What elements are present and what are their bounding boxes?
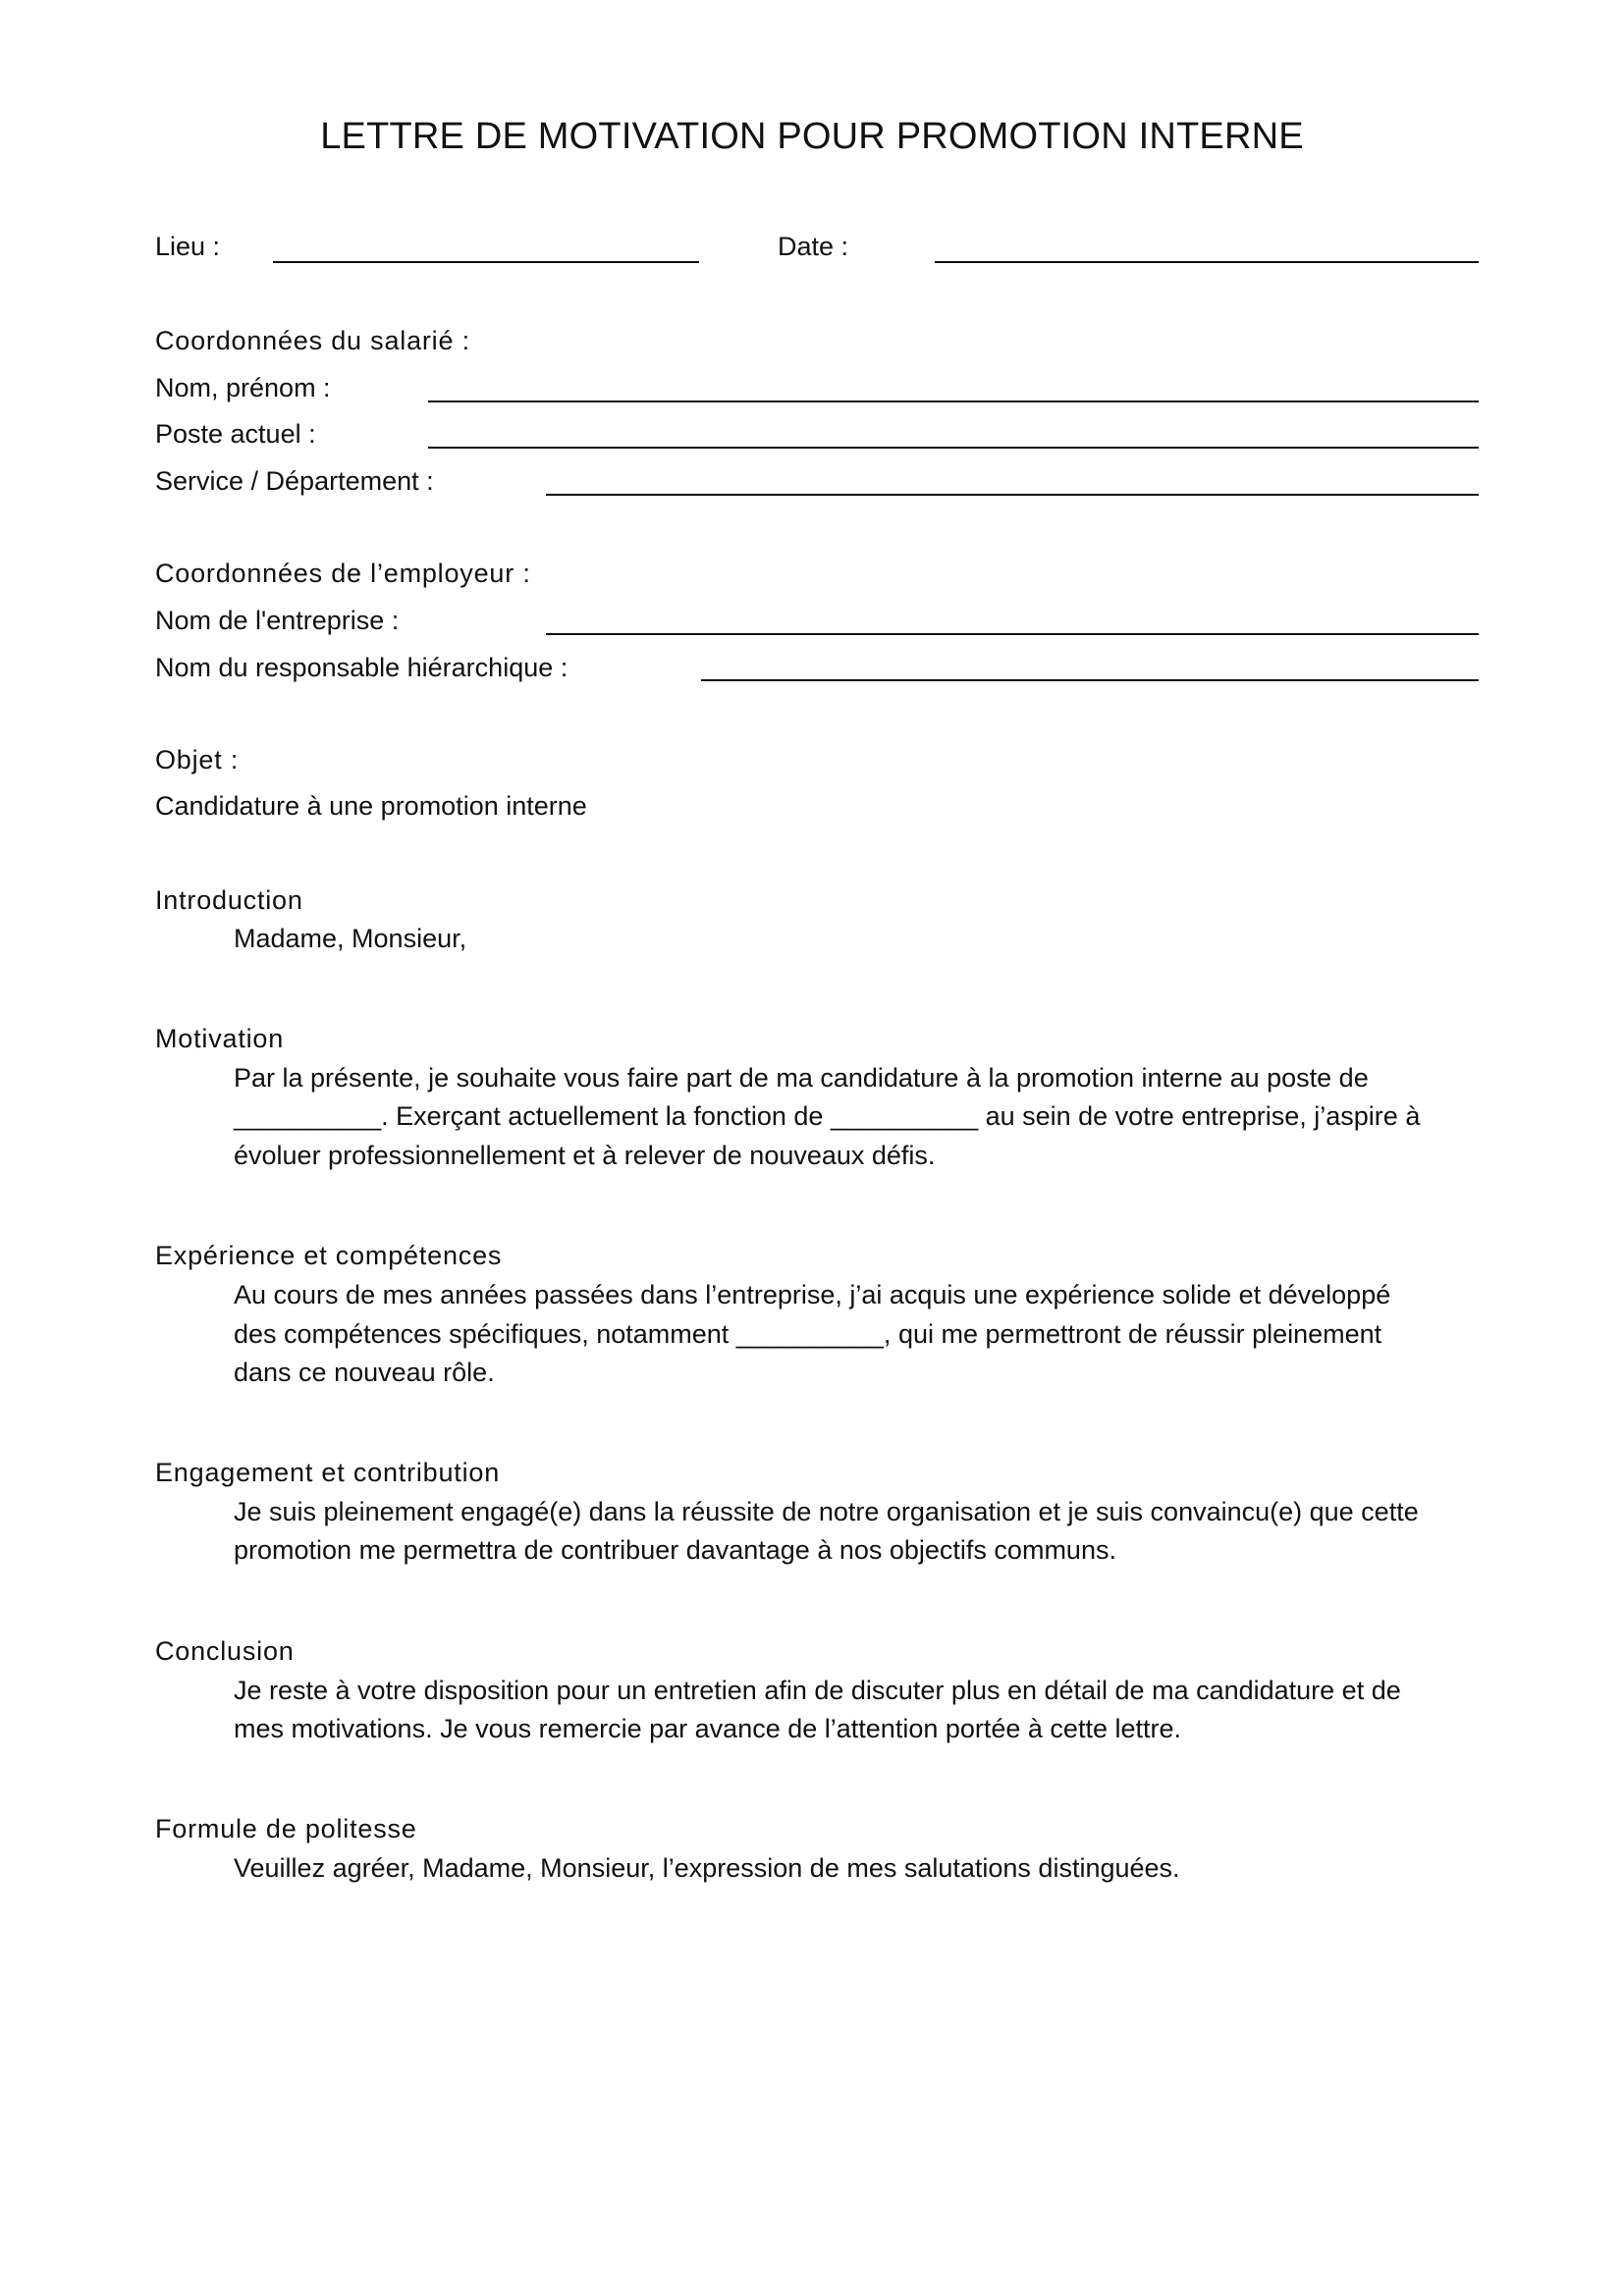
experience-heading: Expérience et compétences [155,1241,503,1270]
motivation-heading: Motivation [155,1024,285,1053]
engagement-line-1: Je suis pleinement engagé(e) dans la réussite de notre organisation et je suis convaincu(e) que cette [234,1497,1419,1526]
lieu-label: Lieu : [155,232,221,261]
engagement-line-2: promotion me permettra de contribuer davantage à nos objectifs communs. [234,1535,1116,1565]
employer-heading: Coordonnées de l’employeur : [155,559,531,588]
employee-heading: Coordonnées du salarié : [155,326,470,355]
employee-position-label: Poste actuel : [155,419,316,449]
employee-department-label: Service / Département : [155,466,434,496]
manager-name-label: Nom du responsable hiérarchique : [155,653,568,682]
motivation-line-2: __________. Exerçant actuellement la fonction de __________ au sein de votre entreprise, j’aspire à [234,1101,1421,1131]
company-name-line[interactable] [546,633,1479,635]
conclusion-line-2: mes motivations. Je vous remercie par avance de l’attention portée à cette lettre. [234,1714,1181,1743]
experience-line-3: dans ce nouveau rôle. [234,1358,495,1387]
motivation-line-1: Par la présente, je souhaite vous faire part de ma candidature à la promotion interne au poste de [234,1063,1369,1093]
objet-text: Candidature à une promotion interne [155,791,587,821]
conclusion-line-1: Je reste à votre disposition pour un entretien afin de discuter plus en détail de ma candidature et de [234,1676,1401,1705]
objet-heading: Objet : [155,745,240,774]
employee-department-line[interactable] [546,494,1479,496]
company-name-label: Nom de l'entreprise : [155,606,400,635]
date-input-line[interactable] [935,261,1479,263]
experience-line-2: des compétences spécifiques, notamment __________, qui me permettront de réussir pleinement [234,1319,1382,1349]
conclusion-heading: Conclusion [155,1636,295,1666]
introduction-text: Madame, Monsieur, [234,924,467,953]
employee-position-line[interactable] [428,447,1479,449]
lieu-input-line[interactable] [273,261,699,263]
date-label: Date : [778,232,849,261]
engagement-heading: Engagement et contribution [155,1458,501,1487]
employee-name-line[interactable] [428,400,1479,402]
motivation-line-3: évoluer professionnellement et à relever de nouveaux défis. [234,1141,936,1170]
experience-line-1: Au cours de mes années passées dans l’entreprise, j’ai acquis une expérience solide et développé [234,1280,1391,1309]
politesse-heading: Formule de politesse [155,1814,417,1843]
employee-name-label: Nom, prénom : [155,373,331,402]
page-title: LETTRE DE MOTIVATION POUR PROMOTION INTERNE [320,116,1304,157]
politesse-text: Veuillez agréer, Madame, Monsieur, l’expression de mes salutations distinguées. [234,1853,1180,1883]
manager-name-line[interactable] [701,679,1479,681]
introduction-heading: Introduction [155,885,303,915]
